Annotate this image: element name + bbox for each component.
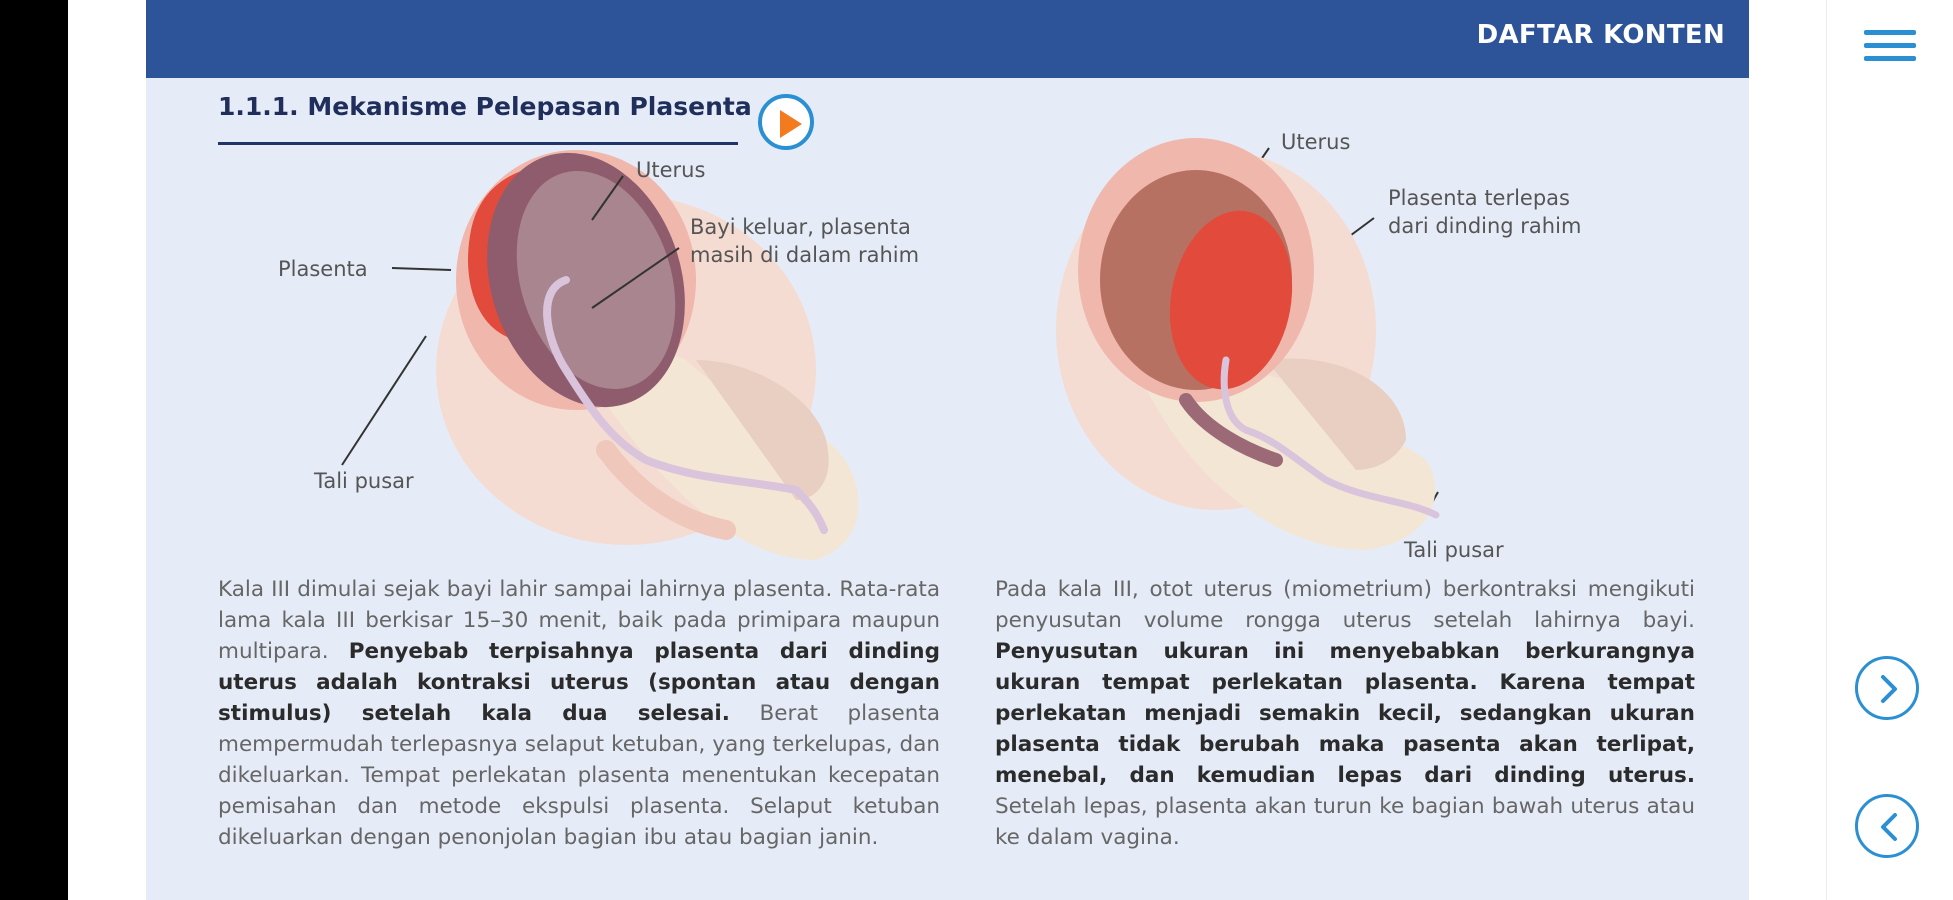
label-detached-line2: dari dinding rahim <box>1388 214 1582 238</box>
paragraph-right-intro: Pada kala III, otot uterus (miometrium) berkontraksi mengikuti penyusutan volume rongga uterus setelah lahirnya bayi. <box>995 577 1695 633</box>
hamburger-menu-icon[interactable] <box>1864 30 1916 72</box>
label-cord-right: Tali pusar <box>1404 538 1504 562</box>
section-title: 1.1.1. Mekanisme Pelepasan Plasenta <box>218 92 752 121</box>
label-baby-out-line1: Bayi keluar, plasenta <box>690 215 911 239</box>
paragraph-left-rest: Berat plasenta mempermudah terlepasnya selaput ketuban, yang terkelupas, dan dikeluarkan. Tempat perlekatan plasenta menentukan kecepatan pemisahan dan metode ekspulsi plasenta. Selaput ketuban dikeluarkan dengan penonjolan bagian ibu atau bagian janin. <box>218 701 940 850</box>
chevron-left-icon <box>1875 812 1903 842</box>
right-nav-panel <box>1826 0 1953 900</box>
prev-page-button[interactable] <box>1855 794 1919 858</box>
paragraph-right-rest: Setelah lepas, plasenta akan turun ke bagian bawah uterus atau ke dalam vagina. <box>995 794 1695 850</box>
label-baby-out-line2: masih di dalam rahim <box>690 243 920 267</box>
paragraph-left-intro: Kala III dimulai sejak bayi lahir sampai lahirnya plasenta. Rata-rata lama kala III berkisar 15–30 menit, baik pada primipara maupun multipara. <box>218 577 940 664</box>
label-placenta-left: Plasenta <box>278 257 368 281</box>
left-black-bar <box>0 0 68 900</box>
paragraph-right-bold: Penyusutan ukuran ini menyebabkan berkurangnya ukuran tempat perlekatan plasenta. Karena tempat perlekatan menjadi semakin kecil, sedangkan ukuran plasenta tidak berubah maka pasenta akan terlipat, menebal, dan kemudian lepas dari dinding uterus. <box>995 639 1695 788</box>
paragraph-left <box>218 574 940 853</box>
paragraph-right <box>995 574 1695 853</box>
next-page-button[interactable] <box>1855 656 1919 720</box>
content-page <box>146 0 1749 900</box>
label-cord-left: Tali pusar <box>314 469 414 493</box>
paragraph-left-bold: Penyebab terpisahnya plasenta dari dinding uterus adalah kontraksi uterus (spontan atau dengan stimulus) setelah kala dua selesai. <box>218 639 940 726</box>
label-uterus-right: Uterus <box>1281 130 1351 154</box>
label-uterus-left: Uterus <box>636 158 706 182</box>
label-detached-line1: Plasenta terlepas <box>1388 186 1570 210</box>
contents-link[interactable]: DAFTAR KONTEN <box>1476 20 1725 50</box>
chevron-right-icon <box>1875 674 1903 704</box>
